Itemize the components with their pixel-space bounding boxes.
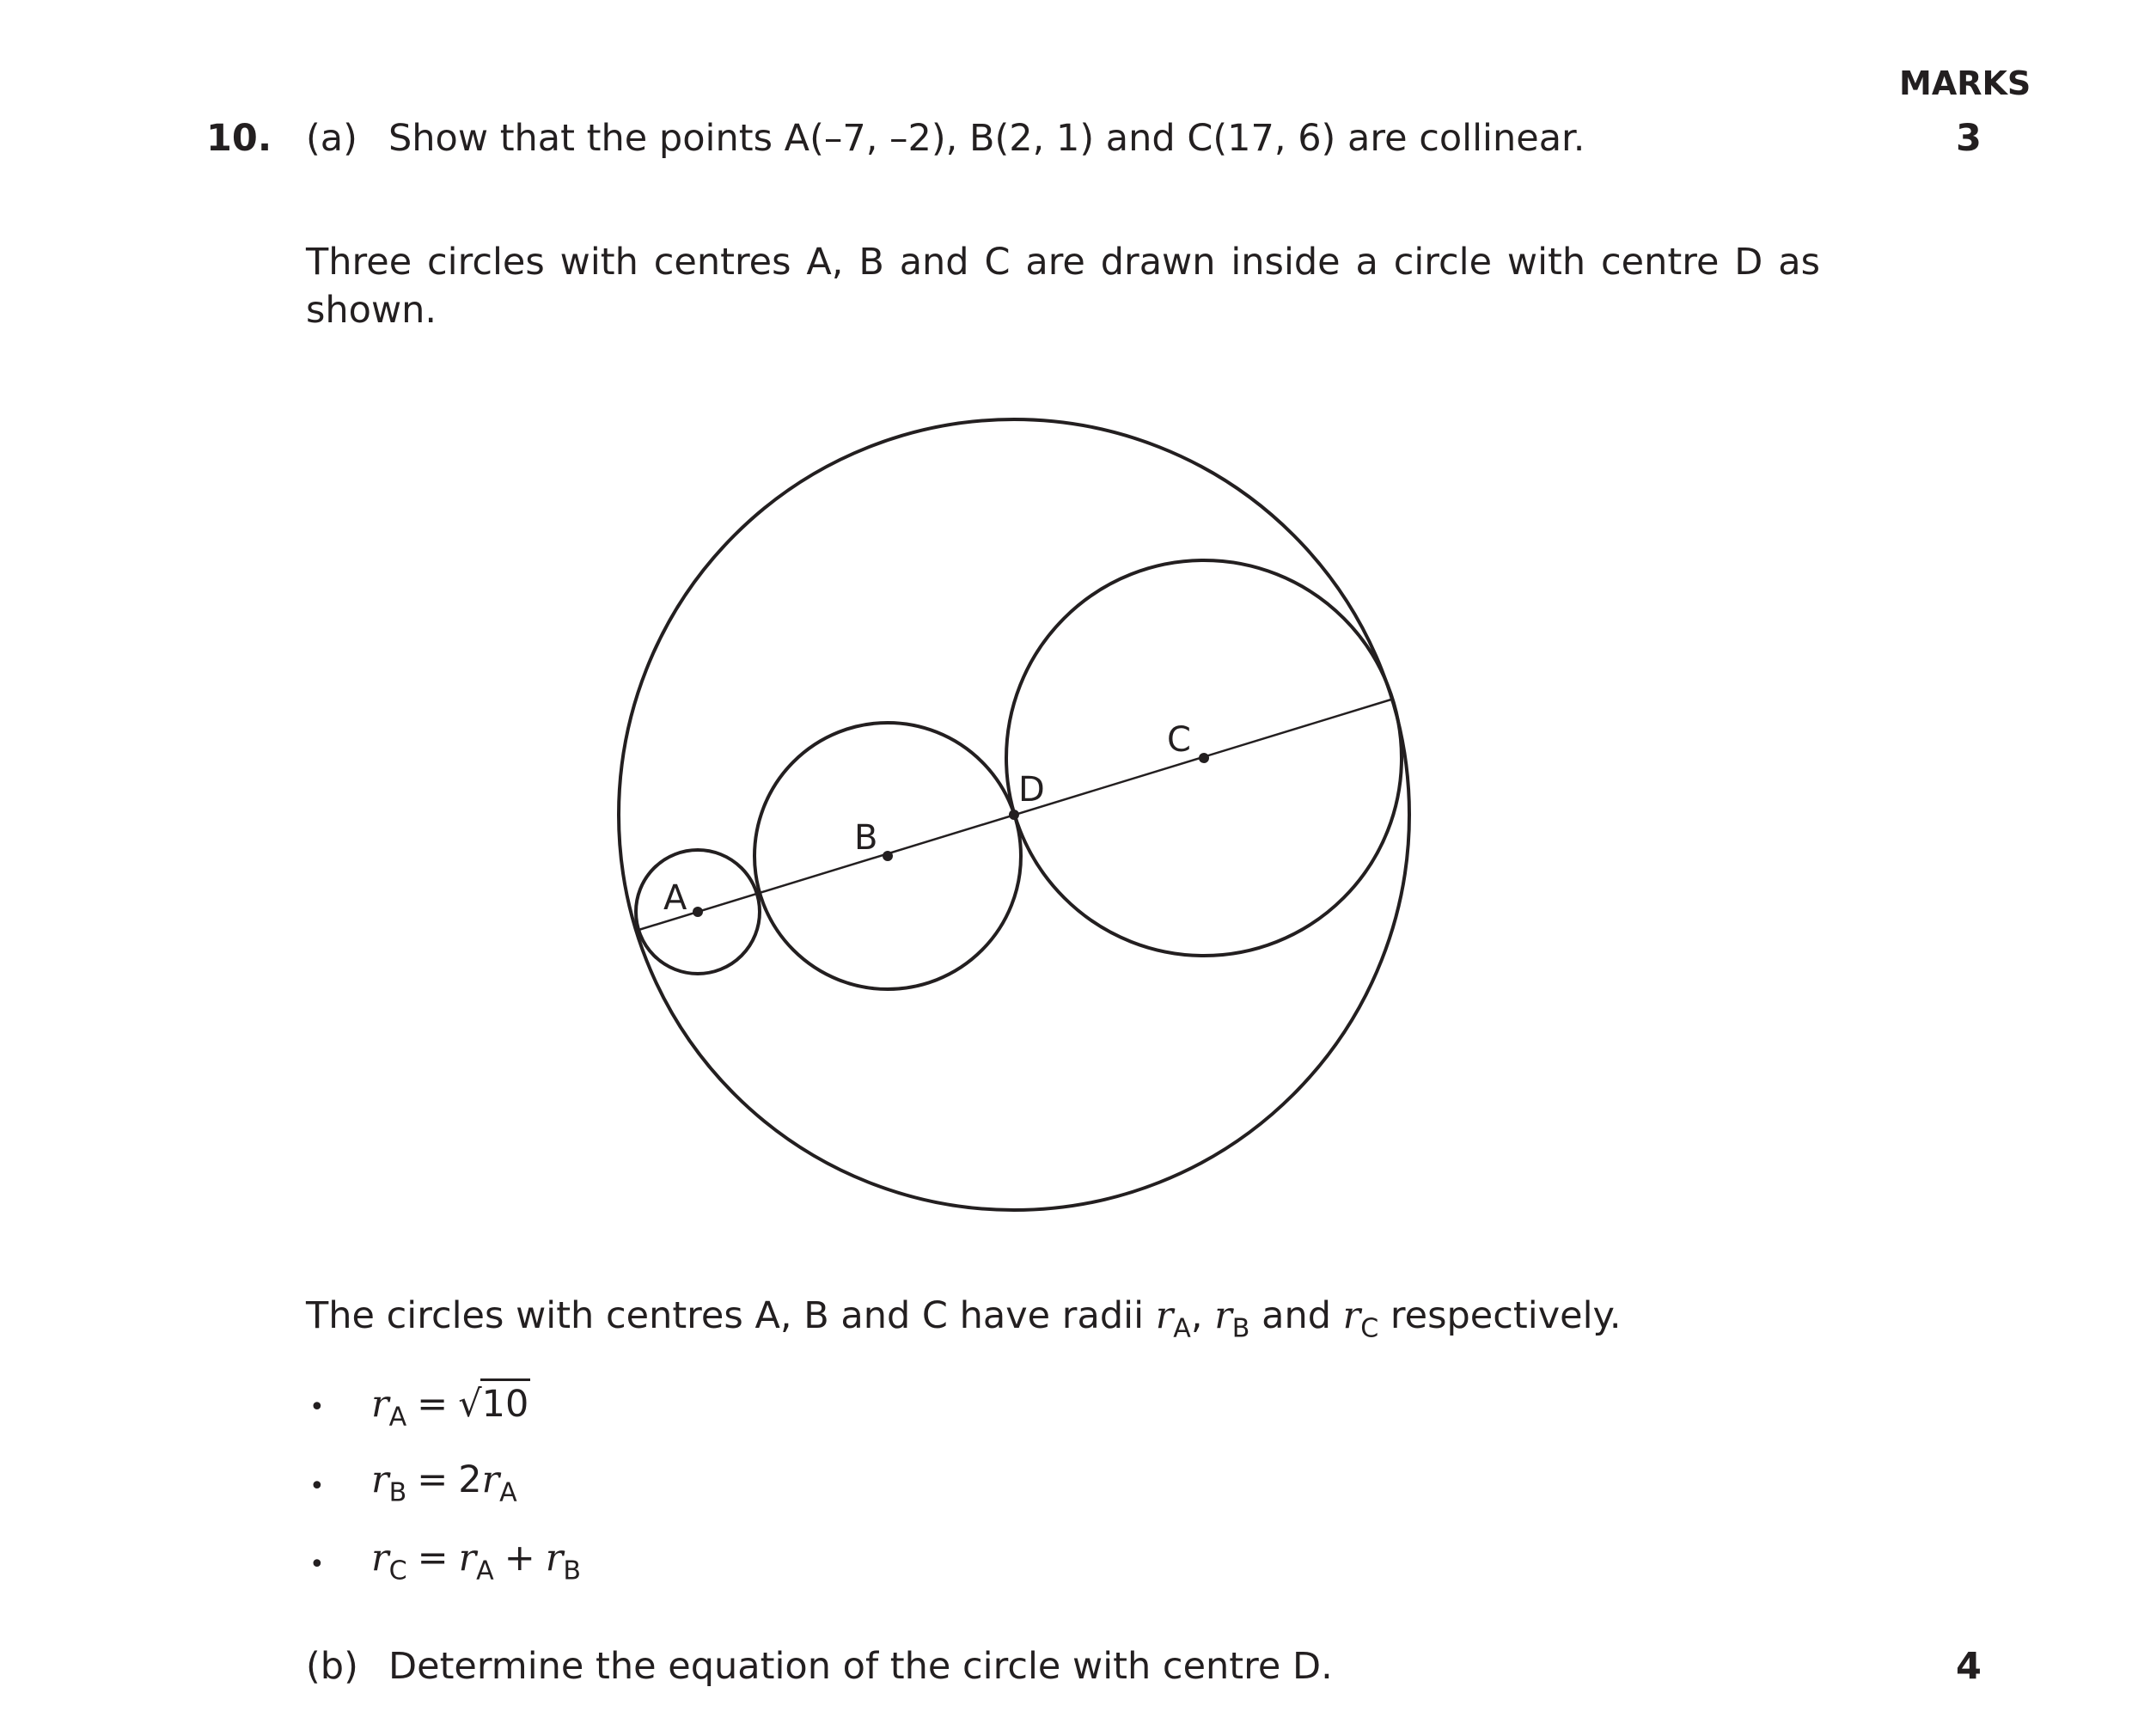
bullet-2: •: [309, 1471, 325, 1501]
condition-rc: $r_C = r_A + r_B$: [371, 1537, 582, 1586]
part-b-text: Determine the equation of the circle with centre D.: [388, 1645, 1333, 1688]
part-b-label: (b): [306, 1645, 358, 1688]
radii-comma: ,: [1190, 1294, 1203, 1337]
label-a: A: [663, 878, 687, 918]
marks-header: MARKS: [1899, 64, 2031, 102]
sqrt-expression: √10: [458, 1378, 530, 1426]
point-b: [883, 851, 893, 861]
radii-and: and: [1261, 1294, 1331, 1337]
r-a-symbol: $r_A$: [1155, 1294, 1191, 1344]
bullet-3: •: [309, 1550, 325, 1580]
label-c: C: [1167, 720, 1191, 760]
question-number: 10.: [206, 117, 272, 160]
part-a-text: Show that the points A(–7, –2), B(2, 1) and C(17, 6) are collinear.: [388, 117, 1585, 160]
point-d: [1009, 810, 1019, 820]
point-a: [693, 907, 703, 917]
condition-rb: $r_B = 2r_A$: [371, 1458, 517, 1508]
part-a-label: (a): [306, 117, 357, 160]
r-c-symbol: $r_C$: [1342, 1294, 1379, 1344]
radii-lead: The circles with centres A, B and C have radii: [306, 1294, 1145, 1337]
radii-statement: [306, 1294, 1622, 1344]
radii-tail: respectively.: [1390, 1294, 1622, 1337]
bullet-1: •: [309, 1392, 325, 1422]
r-b-symbol: $r_B$: [1214, 1294, 1250, 1344]
part-b-marks: 4: [1956, 1645, 1982, 1688]
condition-ra: $r_A = √10$: [371, 1378, 530, 1426]
label-b: B: [854, 818, 878, 858]
part-a-marks: 3: [1956, 117, 1982, 160]
label-d: D: [1018, 770, 1045, 810]
intro-line-2: shown.: [306, 289, 437, 332]
point-c: [1199, 753, 1209, 763]
intro-line-1: Three circles with centres A, B and C are drawn inside a circle with centre D as: [306, 241, 1820, 284]
